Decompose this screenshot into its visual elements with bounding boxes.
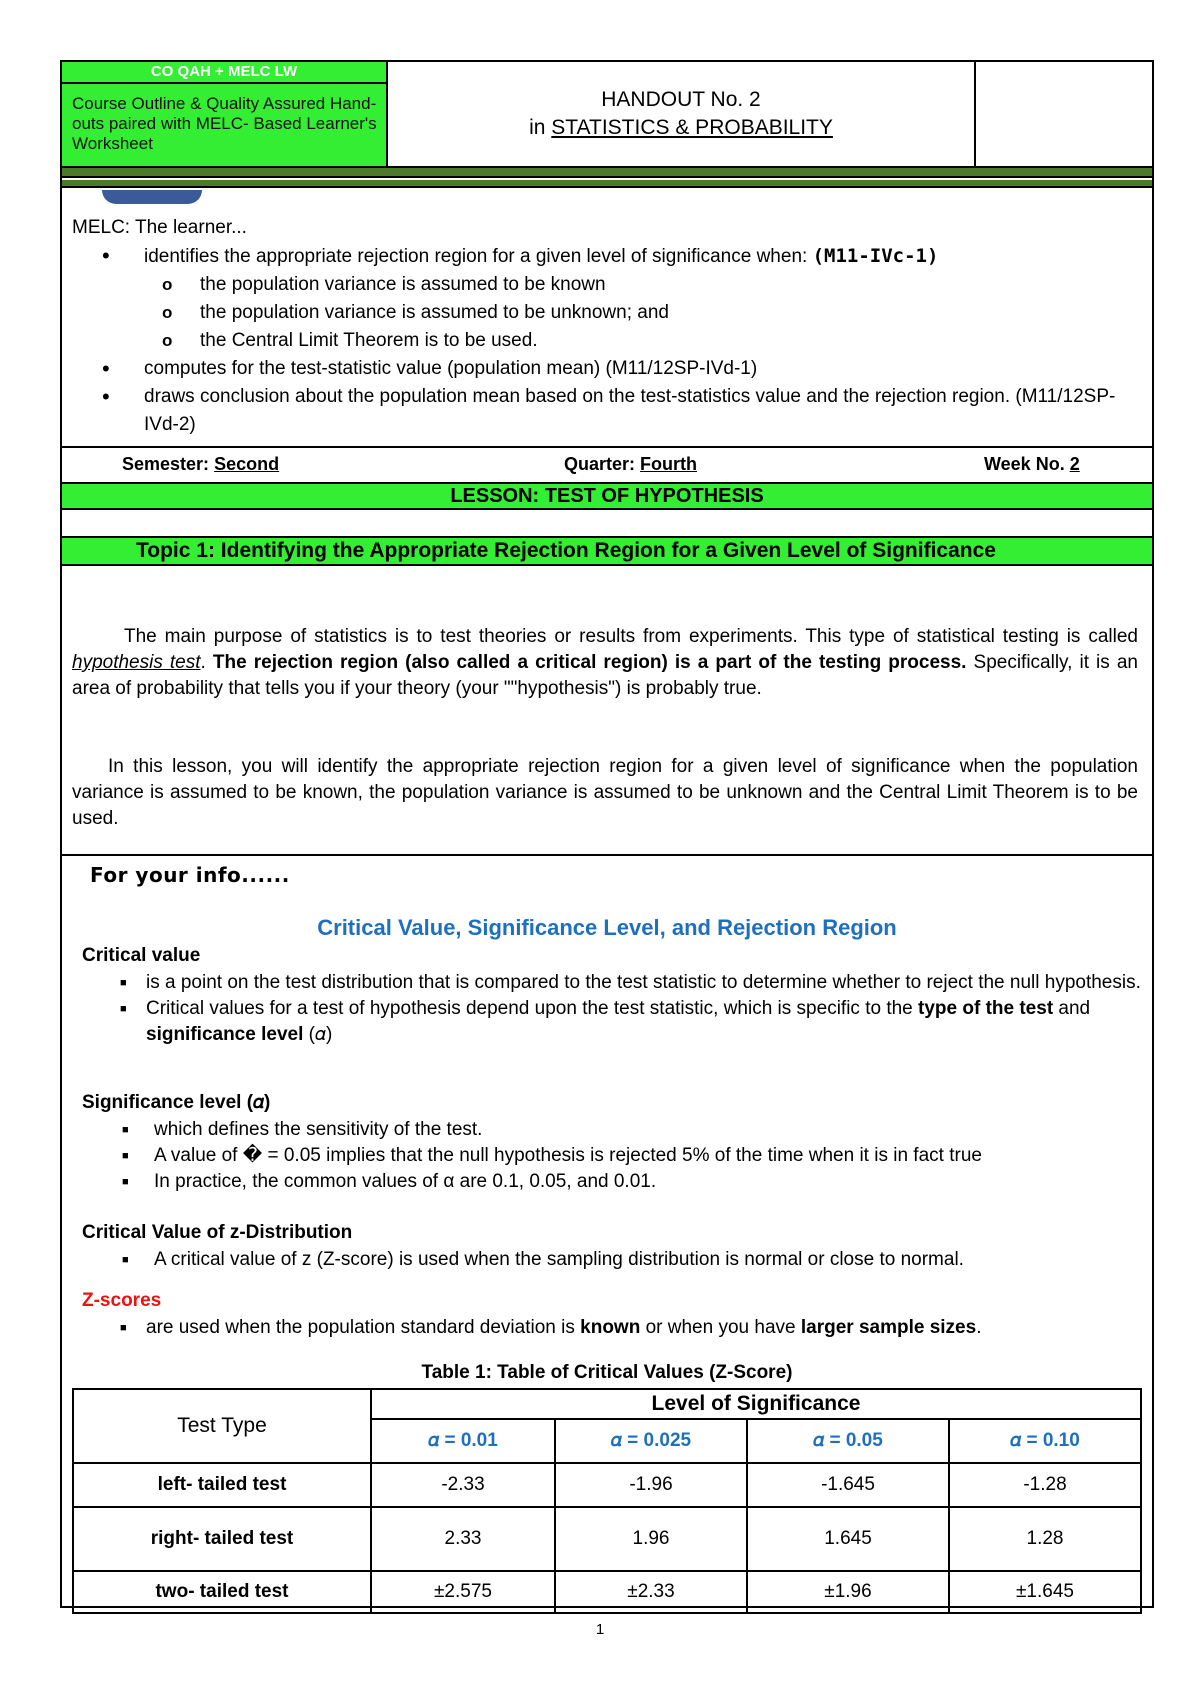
table-cell: 1.96 [555, 1507, 747, 1571]
melc-code: (M11-IVc-1) [812, 245, 939, 267]
row-label: left- tailed test [73, 1463, 371, 1507]
handout-subject-line [388, 114, 974, 142]
significance-level-heading: Significance level (𝛼) [82, 1092, 271, 1113]
alpha-header: 𝛼 = 0.10 [949, 1419, 1141, 1463]
list-item: ■ A value of � = 0.05 implies that the null hypothesis is rejected 5% of the time when it is in fact true [82, 1143, 1142, 1169]
section-title: Critical Value, Significance Level, and Rejection Region [317, 915, 897, 940]
topic-title: Topic 1: Identifying the Appropriate Rejection Region for a Given Level of Significance [62, 536, 1152, 566]
critical-value-heading: Critical value [82, 945, 201, 966]
handout-prefix: in [529, 116, 552, 139]
melc-section [72, 214, 1142, 439]
header-divider [62, 176, 1152, 178]
week: Week No. 2 [984, 454, 1080, 474]
header-subtitle: Course Outline & Quality Assured Hand-outs paired with MELC- Based Learner's Worksheet [72, 94, 377, 153]
alpha-header: 𝛼 = 0.025 [555, 1419, 747, 1463]
list-item: ■ Critical values for a test of hypothesis depend upon the test statistic, which is specific to the type of the test and significance level (𝛼) [82, 996, 1142, 1048]
page-number: 1 [595, 1621, 605, 1638]
table-cell: ±2.33 [555, 1571, 747, 1613]
significance-level-list [82, 1117, 1142, 1195]
quarter: Quarter: Fourth [564, 454, 698, 474]
header-badge: CO QAH + MELC LW [62, 62, 386, 84]
melc-item: • computes for the test-statistic value (population mean) (M11/12SP-IVd-1) [72, 355, 1142, 383]
table-row [73, 1507, 1141, 1571]
table-cell: -1.96 [555, 1463, 747, 1507]
table-row [73, 1571, 1141, 1613]
lesson-title: LESSON: TEST OF HYPOTHESIS [62, 482, 1152, 510]
table-row [73, 1463, 1141, 1507]
list-item: ■ A critical value of z (Z-score) is used when the sampling distribution is normal or close to normal. [82, 1247, 1142, 1273]
z-distribution-list [82, 1247, 1142, 1273]
list-item: ■ which defines the sensitivity of the test. [82, 1117, 1142, 1143]
alpha-header: 𝛼 = 0.01 [371, 1419, 555, 1463]
school-logo [102, 190, 202, 204]
week-value: 2 [1069, 454, 1080, 474]
header-band [62, 168, 1152, 176]
intro-paragraph-2: In this lesson, you will identify the appropriate rejection region for a given level of significance when the population variance is assumed to be known, the population variance is assumed to be unknown and the Central Limit Theorem is to be used. [72, 756, 1138, 829]
quarter-value: Fourth [640, 454, 698, 474]
list-item: ■ is a point on the test distribution that is compared to the test statistic to determine whether to reject the null hypothesis. [82, 970, 1142, 996]
table-cell: -2.33 [371, 1463, 555, 1507]
table-cell: -1.28 [949, 1463, 1141, 1507]
table-cell: ±1.645 [949, 1571, 1141, 1613]
semester: Semester: Second [122, 454, 280, 474]
list-item: ■ In practice, the common values of α are 0.1, 0.05, and 0.01. [82, 1169, 1142, 1195]
section-divider [62, 854, 1152, 856]
row-label: two- tailed test [73, 1571, 371, 1613]
critical-value-list [82, 970, 1142, 1048]
melc-intro: MELC: The learner... [72, 217, 247, 238]
table-cell: 1.28 [949, 1507, 1141, 1571]
info-heading: For your info...... [90, 863, 290, 887]
z-distribution-heading: Critical Value of z-Distribution [82, 1222, 353, 1243]
level-of-significance-header: Level of Significance [371, 1389, 1141, 1419]
semester-value: Second [214, 454, 280, 474]
melc-item: • draws conclusion about the population mean based on the test-statistics value and the rejection region. (M11/12SP-IVd-2) [72, 383, 1142, 439]
intro-paragraph-1: The main purpose of statistics is to test theories or results from experiments. This type of statistical testing is called hypothesis test. The rejection region (also called a critical region) is a part of the testing process. Specifically, it is an area of probability that tells you if your theory (your ""hypothesis") is probably true. [72, 626, 1138, 699]
handout-title [388, 62, 976, 166]
table-cell: ±2.575 [371, 1571, 555, 1613]
z-scores-list [82, 1315, 1142, 1341]
table-caption: Table 1: Table of Critical Values (Z-Score) [421, 1362, 793, 1383]
row-label: right- tailed test [73, 1507, 371, 1571]
alpha-header: 𝛼 = 0.05 [747, 1419, 949, 1463]
list-item: ■ are used when the population standard deviation is known or when you have larger sample sizes. [82, 1315, 1142, 1341]
z-scores-heading: Z-scores [82, 1290, 162, 1311]
table-cell: 2.33 [371, 1507, 555, 1571]
section-divider [62, 446, 1152, 448]
melc-subitem: o the population variance is assumed to be unknown; and [72, 299, 1142, 327]
table-cell: -1.645 [747, 1463, 949, 1507]
melc-subitem: o the population variance is assumed to be known [72, 271, 1142, 299]
test-type-header: Test Type [73, 1389, 371, 1463]
hypothesis-test-term: hypothesis test [72, 652, 201, 673]
table-cell: 1.645 [747, 1507, 949, 1571]
table-cell: ±1.96 [747, 1571, 949, 1613]
handout-number: HANDOUT No. 2 [601, 88, 761, 111]
critical-values-table [72, 1388, 1142, 1614]
handout-subject: STATISTICS & PROBABILITY [551, 116, 833, 139]
header-divider [62, 186, 1152, 188]
melc-subitem: o the Central Limit Theorem is to be used. [72, 327, 1142, 355]
melc-item: • identifies the appropriate rejection region for a given level of significance when: (M11-IVc-1) [72, 242, 1142, 271]
